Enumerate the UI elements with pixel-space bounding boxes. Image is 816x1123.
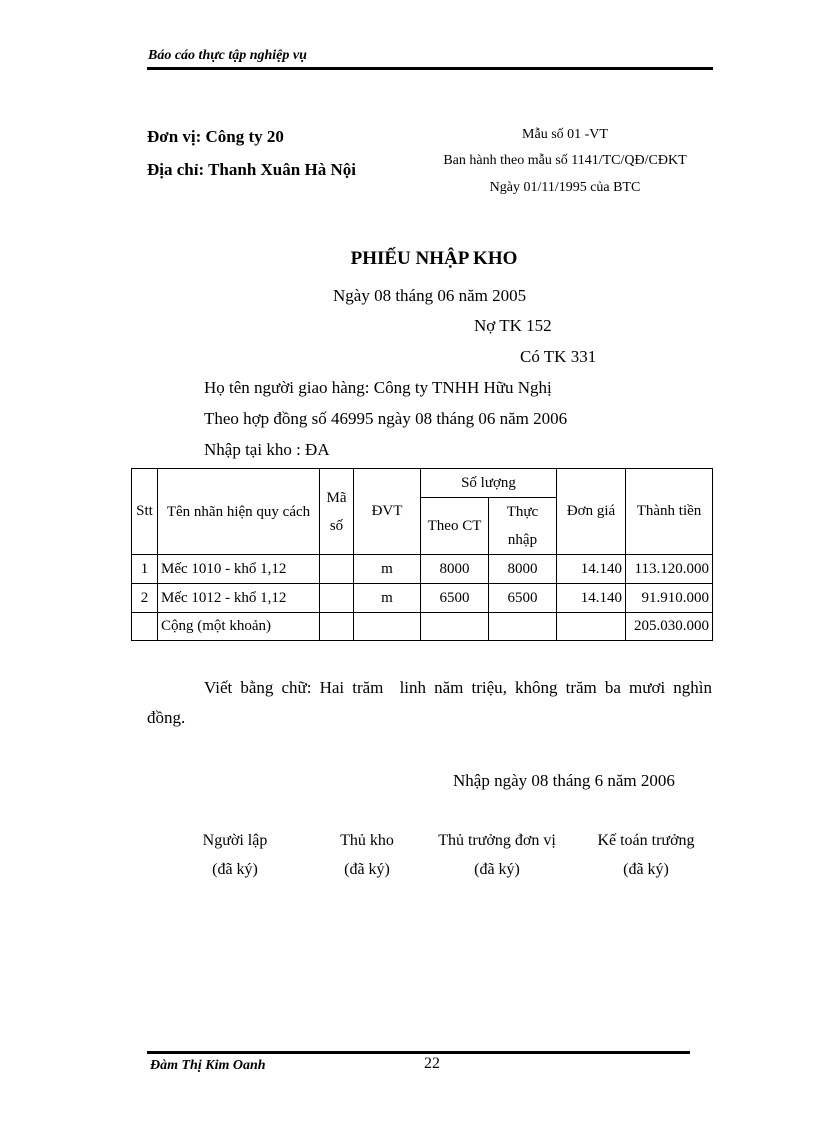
row-stt: 2 (132, 584, 158, 613)
header-code: Mã số (320, 469, 354, 555)
warehouse: Nhập tại kho : ĐA (204, 440, 330, 459)
form-number: Mẫu số 01 -VT (522, 127, 608, 142)
amount-in-words: Viết bằng chữ: Hai trăm linh năm triệu, không trăm ba mươi nghìn (204, 678, 712, 697)
total-label: Cộng (một khoản) (158, 613, 320, 641)
form-regulation: Ban hành theo mẫu số 1141/TC/QĐ/CĐKT (443, 153, 687, 168)
row-unit: m (354, 584, 421, 613)
table-row (132, 584, 713, 613)
debit-account: Nợ TK 152 (474, 316, 552, 335)
row-unit-price: 14.140 (557, 584, 626, 613)
table-row (132, 555, 713, 584)
row-amount: 113.120.000 (626, 555, 713, 584)
row-per-document: 8000 (421, 555, 489, 584)
row-actual-received: 8000 (489, 555, 557, 584)
header-unit: ĐVT (354, 469, 421, 555)
header-rule (147, 67, 713, 70)
signature-director-role: Thủ trưởng đơn vị (438, 832, 556, 849)
row-unit-price: 14.140 (557, 555, 626, 584)
org-unit: Đơn vị: Công ty 20 (147, 127, 284, 146)
header-stt: Stt (132, 469, 158, 555)
row-actual-received: 6500 (489, 584, 557, 613)
signature-preparer-status: (đã ký) (212, 861, 258, 878)
deliverer: Họ tên người giao hàng: Công ty TNHH Hữu Nghị (204, 378, 552, 397)
signature-preparer-role: Người lập (202, 832, 268, 849)
page-number: 22 (424, 1055, 440, 1072)
header-actual-received: Thực nhập (489, 498, 557, 555)
signature-director-status: (đã ký) (474, 861, 520, 878)
footer-rule (147, 1051, 690, 1054)
amount-in-words-cont: đồng. (147, 708, 186, 727)
signature-storekeeper-role: Thủ kho (340, 832, 394, 849)
row-code (320, 584, 354, 613)
org-address: Địa chỉ: Thanh Xuân Hà Nội (147, 160, 356, 179)
signature-storekeeper-status: (đã ký) (344, 861, 390, 878)
header-per-document: Theo CT (421, 498, 489, 555)
header-unit-price: Đơn giá (557, 469, 626, 555)
document-title: PHIẾU NHẬP KHO (350, 248, 518, 269)
row-item-name: Mếc 1010 - khổ 1,12 (158, 555, 320, 584)
report-header-title: Báo cáo thực tập nghiệp vụ (148, 48, 307, 63)
contract-info: Theo hợp đồng số 46995 ngày 08 tháng 06 năm 2006 (204, 409, 568, 428)
row-code (320, 555, 354, 584)
header-item-name: Tên nhãn hiện quy cách (158, 469, 320, 555)
row-per-document: 6500 (421, 584, 489, 613)
row-amount: 91.910.000 (626, 584, 713, 613)
document-date: Ngày 08 tháng 06 năm 2005 (333, 286, 527, 305)
form-regulation-date: Ngày 01/11/1995 của BTC (489, 180, 641, 195)
total-amount: 205.030.000 (626, 613, 713, 641)
row-stt: 1 (132, 555, 158, 584)
credit-account: Có TK 331 (520, 347, 597, 366)
header-quantity: Số lượng (421, 469, 557, 498)
total-row (132, 613, 713, 641)
row-item-name: Mếc 1012 - khổ 1,12 (158, 584, 320, 613)
row-unit: m (354, 555, 421, 584)
signature-chief-accountant-role: Kế toán trưởng (597, 832, 695, 849)
header-amount: Thành tiền (626, 469, 713, 555)
goods-receipt-table (131, 468, 713, 641)
signature-chief-accountant-status: (đã ký) (623, 861, 669, 878)
entry-date: Nhập ngày 08 tháng 6 năm 2006 (453, 771, 675, 790)
footer-author: Đàm Thị Kim Oanh (150, 1058, 266, 1073)
